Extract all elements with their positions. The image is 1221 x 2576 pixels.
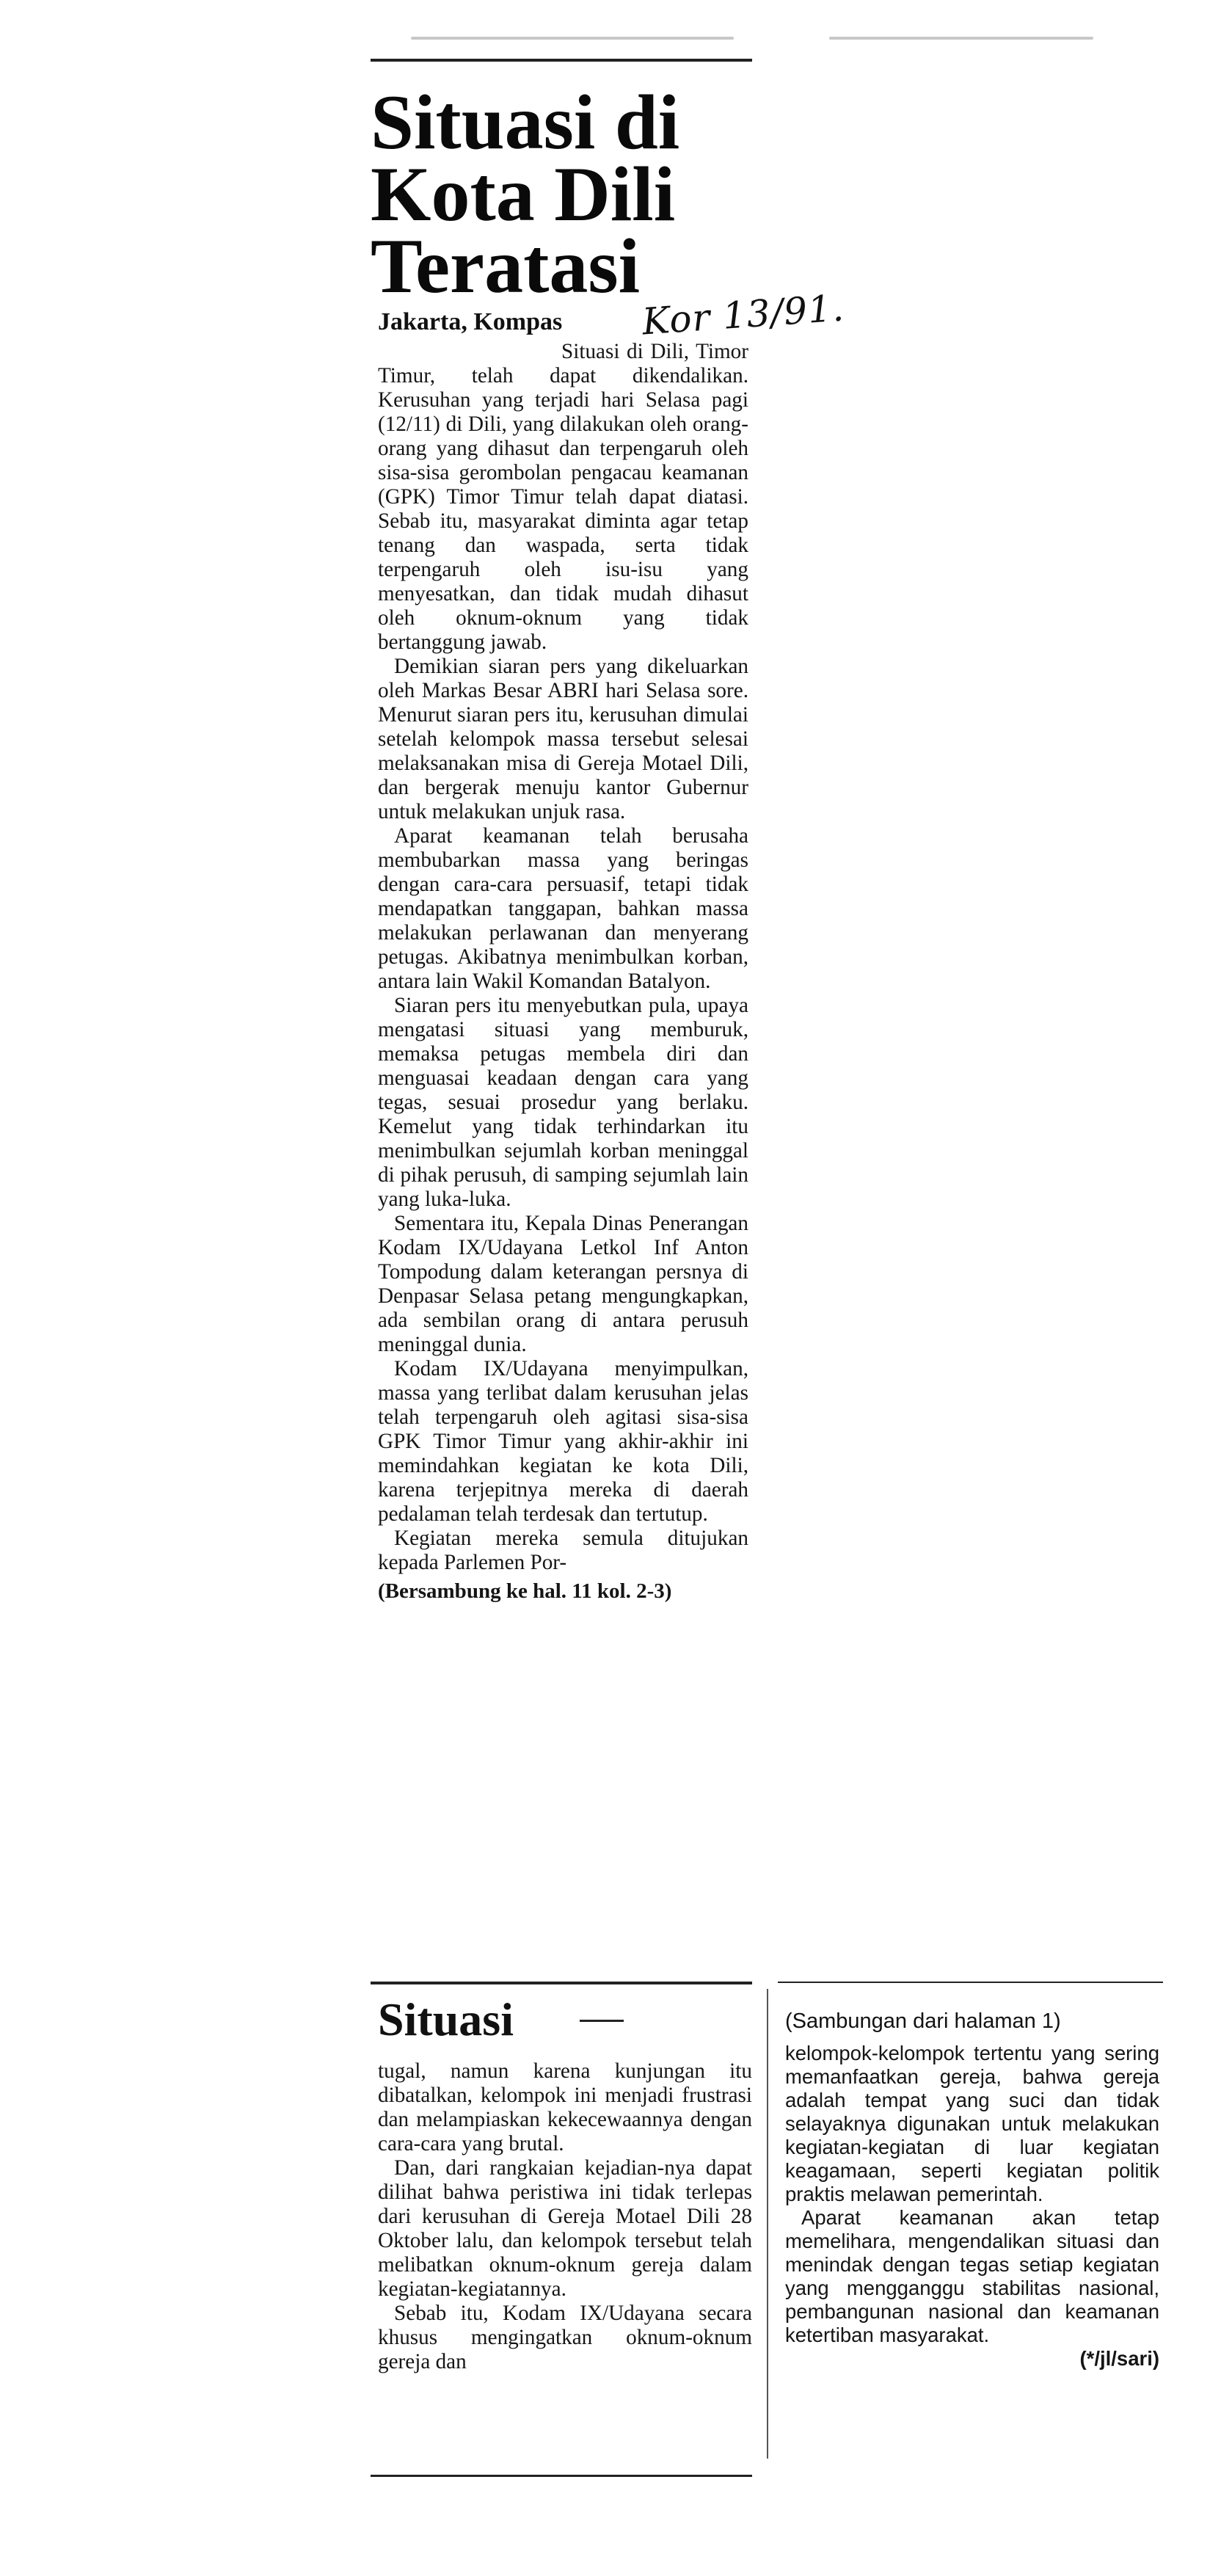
continuation-paragraph: tugal, namun karena kunjungan itu dibatalkan, kelompok ini menjadi frustrasi dan melampiaskan kekecewaannya dengan cara-cara yang brutal. bbox=[378, 2059, 752, 2155]
continuation-right-column bbox=[785, 2042, 1159, 2438]
article-paragraph: Sementara itu, Kepala Dinas Penerangan Kodam IX/Udayana Letkol Inf Anton Tompodung dalam keterangan persnya di Denpasar Selasa petang mengungkapkan, ada sembilan orang di antara perusuh meninggal dunia. bbox=[378, 1212, 748, 1356]
article-paragraph: Situasi di Dili, Timor Timur, telah dapat dikendalikan. Kerusuhan yang terjadi hari Selasa pagi (12/11) di Dili, yang dilakukan oleh orang-orang yang dihasut dan terpengaruh oleh sisa-sisa gerombolan pengacau keamanan (GPK) Timor Timur telah dapat diatasi. Sebab itu, masyarakat diminta agar tetap tenang dan waspada, serta tidak terpengaruh oleh isu-isu yang menyesatkan, dan tidak mudah dihasut oleh oknum-oknum yang tidak bertanggung jawab. bbox=[378, 340, 748, 654]
handwritten-date-note: Kor 13/91. bbox=[641, 286, 846, 343]
title-dash bbox=[580, 2020, 624, 2022]
article-paragraph: Kodam IX/Udayana menyimpulkan, massa yang terlibat dalam kerusuhan jelas telah terpengaruh oleh agitasi sisa-sisa GPK Timor Timur yang akhir-akhir ini memindahkan kegiatan ke kota Dili, karena terjepitnya mereka di daerah pedalaman telah terdesak dan tertutup. bbox=[378, 1357, 748, 1526]
section-divider bbox=[778, 1982, 1163, 1983]
continued-on-note: (Bersambung ke hal. 11 kol. 2-3) bbox=[378, 1579, 672, 1603]
article-paragraph: Kegiatan mereka semula ditujukan kepada Parlemen Por- bbox=[378, 1527, 748, 1574]
continued-from-label: (Sambungan dari halaman 1) bbox=[785, 2009, 1061, 2033]
article-paragraph: Aparat keamanan telah berusaha membubarkan massa yang beringas dengan cara-cara persuasif, tetapi tidak mendapatkan tanggapan, bahkan massa melakukan perlawanan dan menyerang petugas. Akibatnya menimbulkan korban, antara lain Wakil Komandan Batalyon. bbox=[378, 824, 748, 993]
continuation-paragraph: Dan, dari rangkaian kejadian-nya dapat dilihat bahwa peristiwa ini tidak terlepas dari kerusuhan di Gereja Motael Dili 28 Oktober lalu, dan kelompok tersebut telah melibatkan oknum-oknum gereja dalam kegiatan-kegiatannya. bbox=[378, 2156, 752, 2301]
continuation-paragraph: kelompok-kelompok tertentu yang sering memanfaatkan gereja, bahwa gereja adalah tempat yang suci dan tidak selayaknya digunakan untuk melakukan kegiatan-kegiatan di luar kegiatan keagamaan, seperti kegiatan politik praktis melawan pemerintah. bbox=[785, 2042, 1159, 2205]
column-rule bbox=[767, 1989, 768, 2459]
author-signoff: (*/jl/sari) bbox=[1079, 2347, 1159, 2370]
headline-line: Teratasi bbox=[371, 223, 641, 309]
headline-line: Kota Dili bbox=[371, 151, 676, 237]
dateline: Jakarta, Kompas bbox=[378, 308, 563, 335]
top-rule bbox=[371, 59, 752, 62]
continuation-left-column bbox=[378, 2059, 752, 2470]
scan-artifact bbox=[829, 37, 1093, 40]
scan-artifact bbox=[411, 37, 734, 40]
main-article-body bbox=[378, 340, 748, 1969]
headline bbox=[371, 79, 781, 309]
continuation-title: Situasi bbox=[378, 1993, 514, 2045]
continuation-paragraph: Sebab itu, Kodam IX/Udayana secara khusus mengingatkan oknum-oknum gereja dan bbox=[378, 2302, 752, 2373]
continuation-paragraph: Aparat keamanan akan tetap memelihara, mengendalikan situasi dan menindak dengan tegas setiap kegiatan yang mengganggu stabilitas nasional, pembangunan nasional dan keamanan ketertiban masyarakat. bbox=[785, 2206, 1159, 2346]
article-paragraph: Siaran pers itu menyebutkan pula, upaya mengatasi situasi yang memburuk, memaksa petugas membela diri dan menguasai keadaan dengan cara yang tegas, sesuai prosedur yang berlaku. Kemelut yang tidak terhindarkan itu menimbulkan sejumlah korban meninggal di pihak perusuh, di samping sejumlah lain yang luka-luka. bbox=[378, 994, 748, 1211]
article-paragraph: Demikian siaran pers yang dikeluarkan oleh Markas Besar ABRI hari Selasa sore. Menurut siaran pers itu, kerusuhan dimulai setelah kelompok massa tersebut selesai melaksanakan misa di Gereja Motael Dili, dan bergerak menuju kantor Gubernur untuk melakukan unjuk rasa. bbox=[378, 655, 748, 823]
bottom-rule bbox=[371, 2475, 752, 2477]
section-divider bbox=[371, 1982, 752, 1984]
headline-line: Situasi di bbox=[371, 79, 680, 165]
